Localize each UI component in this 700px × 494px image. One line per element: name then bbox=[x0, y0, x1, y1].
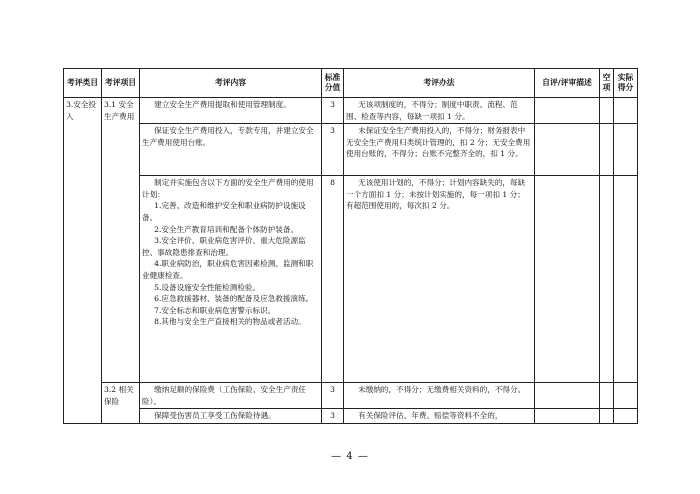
actual-score-cell bbox=[614, 124, 638, 176]
method-text: 未缴纳的，不得分；无缴费相关资料的，不得分。 bbox=[358, 385, 526, 395]
table-row bbox=[64, 383, 638, 409]
evaluation-table bbox=[63, 68, 638, 424]
content-list-item: 8.其他与安全生产直接相关的物品或者活动。 bbox=[154, 317, 306, 327]
method-text: 未保证安全生产费用投入的，不得分；财务报表中无安全生产费用归类统计管理的，扣 2 分；无安全费用使用台账的，不得分；台账不完整齐全的，扣 1 分。 bbox=[346, 126, 531, 159]
content-list-item: 1.完善、改造和维护安全和职业病防护设施设备。 bbox=[142, 201, 306, 222]
review-cell bbox=[535, 98, 600, 124]
table-row bbox=[64, 98, 638, 124]
header-item: 考评项目 bbox=[102, 69, 140, 98]
review-cell bbox=[535, 409, 600, 424]
content-list-item: 5.设备设施安全性能检测检验。 bbox=[154, 282, 261, 292]
actual-score-cell bbox=[614, 176, 638, 383]
table-row bbox=[64, 124, 638, 176]
score-cell: 8 bbox=[322, 176, 344, 383]
score-cell: 3 bbox=[322, 124, 344, 176]
method-cell bbox=[344, 98, 535, 124]
header-category: 考评类目 bbox=[64, 69, 102, 98]
empty-cell bbox=[600, 176, 614, 383]
item-cell: 3.2 相关保险 bbox=[102, 383, 140, 424]
empty-cell bbox=[600, 124, 614, 176]
header-review: 自评/评审描述 bbox=[535, 69, 600, 98]
header-content: 考评内容 bbox=[140, 69, 322, 98]
score-cell: 3 bbox=[322, 383, 344, 409]
review-cell bbox=[535, 176, 600, 383]
content-cell bbox=[140, 124, 322, 176]
header-method: 考评办法 bbox=[344, 69, 535, 98]
content-list-item: 4.职业病防治，职业病危害因素检测、监测和职业健康检查。 bbox=[142, 259, 314, 280]
header-row bbox=[64, 69, 638, 98]
content-list-item: 3.安全评价、职业病危害评价、重大危险源监控、事故隐患排查和治理。 bbox=[142, 236, 306, 257]
header-score: 标准分值 bbox=[322, 69, 344, 98]
category-cell: 3.安全投入 bbox=[64, 98, 102, 424]
review-cell bbox=[535, 124, 600, 176]
method-text: 无该项制度的，不得分；制度中职责、流程、范围、检查等内容，每缺一项扣 1 分。 bbox=[346, 100, 518, 121]
content-text: 建立安全生产费用提取和使用管理制度。 bbox=[154, 100, 291, 109]
content-text: 保障受伤害员工享受工伤保险待遇。 bbox=[154, 411, 276, 421]
content-list-item: 2.安全生产教育培训和配备个体防护装备。 bbox=[154, 224, 299, 234]
page-number: — 4 — bbox=[331, 451, 369, 462]
table-row bbox=[64, 409, 638, 424]
content-list-item: 7.安全标志和职业病危害警示标识。 bbox=[154, 305, 276, 315]
method-text: 有关保险评估、年费、赔偿等资料不全的， bbox=[358, 411, 503, 421]
content-text: 保证安全生产费用投入，专款专用，并建立安全生产费用使用台账。 bbox=[142, 126, 314, 147]
review-cell bbox=[535, 383, 600, 409]
empty-cell bbox=[600, 98, 614, 124]
content-cell bbox=[140, 98, 322, 124]
header-actual-score: 实际得分 bbox=[614, 69, 638, 98]
empty-cell bbox=[600, 383, 614, 409]
actual-score-cell bbox=[614, 409, 638, 424]
method-cell bbox=[344, 176, 535, 383]
content-list-item: 6.应急救援器材、装备的配备及应急救援演练。 bbox=[154, 294, 314, 304]
content-cell bbox=[140, 383, 322, 409]
item-cell: 3.1 安全生产费用 bbox=[102, 98, 140, 383]
method-cell bbox=[344, 383, 535, 409]
content-cell bbox=[140, 409, 322, 424]
score-cell: 3 bbox=[322, 98, 344, 124]
header-empty: 空项 bbox=[600, 69, 614, 98]
method-cell bbox=[344, 409, 535, 424]
content-text: 制定并实施包含以下方面的安全生产费用的使用计划： bbox=[142, 178, 314, 199]
content-cell bbox=[140, 176, 322, 383]
actual-score-cell bbox=[614, 98, 638, 124]
actual-score-cell bbox=[614, 383, 638, 409]
content-text: 缴纳足额的保险费（工伤保险、安全生产责任险）。 bbox=[142, 385, 307, 406]
method-text: 无该使用计划的，不得分；计划内容缺失的，每缺一个方面扣 1 分；未按计划实施的，每一项扣 1 分；有超范围使用的，每次扣 2 分。 bbox=[346, 178, 526, 211]
empty-cell bbox=[600, 409, 614, 424]
table-row bbox=[64, 176, 638, 383]
method-cell bbox=[344, 124, 535, 176]
score-cell: 3 bbox=[322, 409, 344, 424]
